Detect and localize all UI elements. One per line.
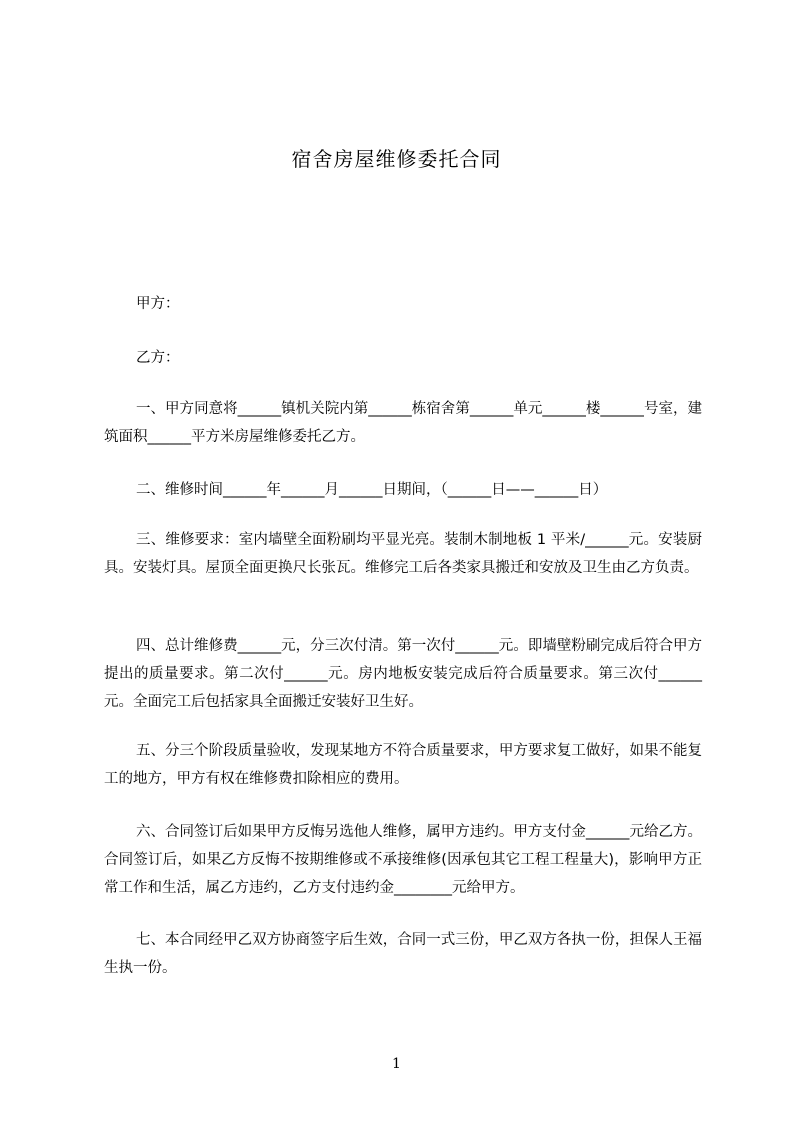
clause-2: 二、维修时间______年______月______日期间，（______日——______日）: [136, 482, 608, 498]
clause-6: 六、合同签订后如果甲方反悔另选他人维修，属甲方违约。甲方支付金______元给乙方。合同签订后，如果乙方反悔不按期维修或不承接维修(因承包其它工程工程量大)，影响甲方正常工作和生活，属乙方违约，乙方支付违约金________元给甲方。: [104, 824, 702, 896]
document-title: 宿舍房屋维修委托合同: [291, 147, 502, 171]
clause-3: 三、维修要求：室内墙壁全面粉刷均平显光亮。装制木制地板 1 平米/______元。安装厨具。安装灯具。屋顶全面更换尺长张瓦。维修完工后各类家具搬迁和安放及卫生由乙方负责。: [104, 532, 702, 576]
page-number: 1: [392, 1056, 401, 1072]
party-b-label: 乙方：: [136, 350, 180, 366]
clause-7: 七、本合同经甲乙双方协商签字后生效，合同一式三份，甲乙双方各执一份，担保人王福生执一份。: [104, 932, 702, 976]
party-a-label: 甲方：: [136, 296, 180, 312]
clause-5: 五、分三个阶段质量验收，发现某地方不符合质量要求，甲方要求复工做好，如果不能复工的地方，甲方有权在维修费扣除相应的费用。: [104, 743, 702, 787]
clause-4: 四、总计维修费______元，分三次付清。第一次付______元。即墙壁粉刷完成后符合甲方提出的质量要求。第二次付______元。房内地板安装完成后符合质量要求。第三次付______元。全面完工后包括家具全面搬迁安装好卫生好。: [104, 638, 702, 710]
clause-1: 一、甲方同意将______镇机关院内第______栋宿舍第______单元______楼______号室，建筑面积______平方米房屋维修委托乙方。: [104, 401, 702, 445]
